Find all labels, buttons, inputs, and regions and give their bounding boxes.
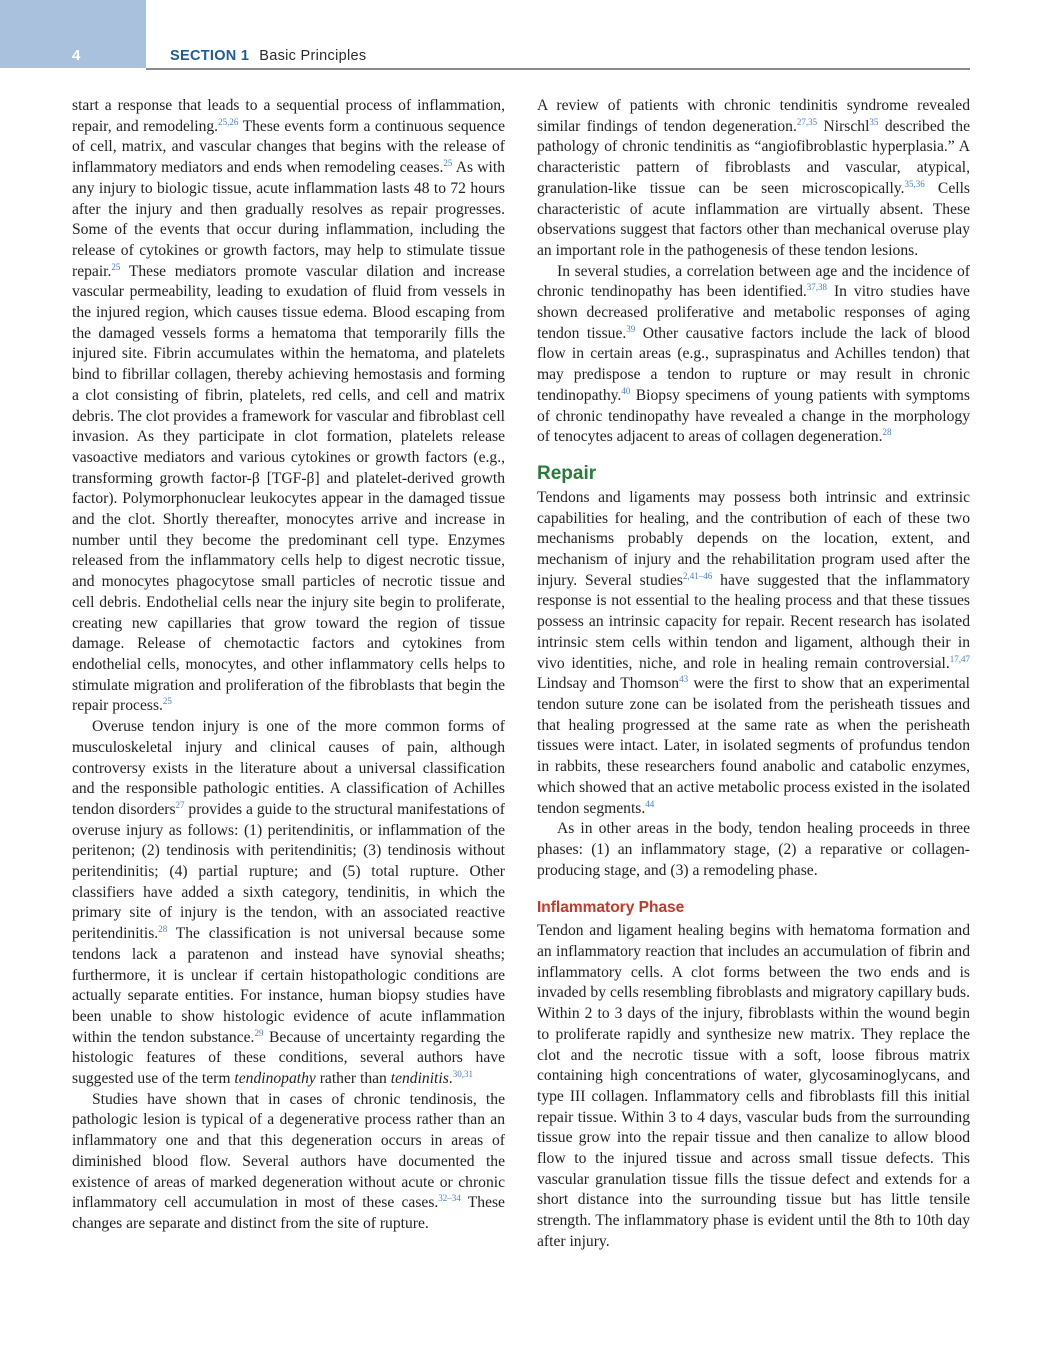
reference: 17,47 xyxy=(949,653,970,664)
reference: 2,41–46 xyxy=(683,570,713,581)
paragraph: Tendon and ligament healing begins with hematoma formation and an inflammatory reaction that includes an accumulation of fibrin and inflammatory cells. A clot forms between the two ends and is invaded by cells resembling fibroblasts and migratory capillary buds. Within 2 to 3 days of the injury, fibroblasts within the wound begin to proliferate rapidly and synthesize new matrix. They replace the clot and the necrotic tissue with a soft, loose fibrous matrix containing high concentrations of water, glycosaminoglycans, and type III collagen. Inflammatory cells and fibroblasts fill this initial repair tissue. Within 3 to 4 days, vascular buds from the surrounding tissue grow into the repair tissue and then canalize to allow blood flow to the injured tissue and across small tissue defects. This vascular granulation tissue fills the tissue defect and extends for a short distance into the surrounding tissue but has little tensile strength. The inflammatory phase is evident until the 8th to 10th day after injury. xyxy=(537,922,970,1250)
paragraph: A review of patients with chronic tendinitis syndrome revealed similar findings of tendon degeneration.$^{27,35}$ Nirschl$^{35}$ described the pathology of chronic tendinitis as “angiofibroblastic hyperplasia.” A characteristic pattern of fibroblasts and vascular, atypical, granulation-like tissue can be seen microscopically.$^{35,36}$ Cells characteristic of acute inflammation are virtually absent. These observations suggest that factors other than mechanical overuse play an important role in the pathogenesis of these tendon lesions. xyxy=(537,97,971,259)
reference: 29 xyxy=(254,1027,264,1038)
reference: 43 xyxy=(679,674,689,685)
section-tab xyxy=(0,0,146,68)
header-rule xyxy=(146,68,970,70)
paragraph: Tendons and ligaments may possess both intrinsic and extrinsic capabilities for healing, and the contribution of each of these two mechanisms probably depends on the location, extent, and mechanism of injury and the rehabilitation program used after the injury. Several studies$^{2,41-46}$ have suggested that the inflammatory response is not essential to the healing process and that these tissues possess an intrinsic capacity for repair. Recent research has isolated intrinsic stem cells within tendon and ligament, although their in vivo identities, niche, and role in healing remain controversial.$^{17,47}$ Lindsay and Thomson$^{43}$ were the first to show that an experimental tendon suture zone can be isolated from the perisheath tissues and that healing progressed at the same rate as when the perisheath tissues were intact. Later, in isolated segments of profundus tendon in rabbits, these researchers found anabolic and catabolic enzymes, which showed that an active metabolic process existed in the isolated tendon segments.$^{44}$ xyxy=(537,488,970,817)
reference: 44 xyxy=(645,798,655,809)
reference: 25 xyxy=(443,158,453,169)
heading-repair: Repair xyxy=(537,462,597,484)
reference: 25,26 xyxy=(218,116,239,127)
reference: 35,36 xyxy=(904,178,925,189)
running-head xyxy=(170,48,366,64)
page-number: 4 xyxy=(72,47,81,64)
paragraph: start a response that leads to a sequential process of inflammation, repair, and remodeling.$^{25,26}$ These events form a continuous sequence of cell, matrix, and vascular changes that begins with the release of inflammatory mediators and ends when remodeling ceases.$^{25}$ As with any injury to biologic tissue, acute inflammation lasts 48 to 72 hours after the injury and then gradually resolves as repair progresses. Some of the events that occur during inflammation, including the release of cytokines or growth factors, may help to stimulate tissue repair.$^{25}$ These mediators promote vascular dilation and increase vascular permeability, leading to exudation of fluid from vessels in the injured region, which causes tissue edema. Blood escaping from the damaged vessels forms a hematoma that temporarily fills the injured site. Fibrin accumulates within the hematoma, and platelets bind to fibrillar collagen, thereby achieving hemostasis and forming a clot consisting of fibrin, platelets, red cells, and cell and matrix debris. The clot provides a framework for vascular and fibroblast cell invasion. As they participate in clot formation, platelets release vasoactive mediators and various cytokines or growth factors (e.g., transforming growth factor-β [TGF-β] and platelet-derived growth factor). Polymorphonuclear leukocytes appear in the damaged tissue and the clot. Shortly thereafter, monocytes arrive and increase in number until they become the predominant cell type. Enzymes released from the inflammatory cells help to digest necrotic tissue, and monocytes phagocytose small particles of necrotic tissue and cell debris. Endothelial cells near the injury site begin to proliferate, creating new capillaries that grow toward the region of tissue damage. Release of chemotactic factors and cytokines from endothelial cells, monocytes, and other inflammatory cells helps to stimulate migration and proliferation of the fibroblasts that begin the repair process.$^{25}$ xyxy=(72,97,506,715)
reference: 39 xyxy=(626,323,636,334)
reference: 25 xyxy=(111,261,121,272)
reference: 25 xyxy=(162,696,172,707)
reference: 28 xyxy=(158,924,168,935)
paragraph: Studies have shown that in cases of chronic tendinosis, the pathologic lesion is typical of a degenerative process rather than an inflammatory one and that this degeneration occurs in areas of diminished blood flow. Several authors have documented the existence of areas of marked degeneration without acute or chronic inflammatory cell accumulation in most of these cases.$^{32-34}$ These changes are separate and distinct from the site of rupture. xyxy=(72,1090,505,1232)
reference: 27 xyxy=(175,799,185,810)
reference: 35 xyxy=(869,116,879,127)
reference: 40 xyxy=(621,385,631,396)
reference: 27,35 xyxy=(796,116,818,127)
section-label: SECTION 1 xyxy=(170,48,250,64)
reference: 37,38 xyxy=(806,282,828,293)
reference: 32–34 xyxy=(438,1193,461,1204)
paragraph: As in other areas in the body, tendon healing proceeds in three phases: (1) an inflammatory stage, (2) a reparative or collagen-producing stage, and (3) a remodeling phase. xyxy=(537,820,970,879)
paragraph: Overuse tendon injury is one of the more common forms of musculoskeletal injury and clinical causes of pain, although controversy exists in the literature about a universal classification and the responsible pathologic entities. A classification of Achilles tendon disorders$^{27}$ provides a guide to the structural manifestations of overuse injury as follows: (1) peritendinitis, or inflammation of the peritenon; (2) tendinosis with peritendinitis; (3) tendinosis without peritendinitis; (4) partial rupture; and (5) total rupture. Other classifiers have added a sixth category, tendinitis, in which the primary site of injury is the tendon, with an associated reactive peritendinitis.$^{28}$ The classification is not universal because some tendons lack a paratenon and instead have synovial sheaths; furthermore, it is unclear if certain histopathologic conditions are actually separate entities. For instance, human biopsy studies have been unable to show histologic evidence of acute inflammation within the tendon substance.$^{29}$ Because of uncertainty regarding the histologic features of these conditions, several authors have suggested use of the term tendinopathy rather than tendinitis.$^{30,31}$ xyxy=(72,718,506,1088)
heading-inflammatory-phase: Inflammatory Phase xyxy=(537,899,685,917)
reference: 30,31 xyxy=(452,1069,473,1080)
paragraph: In several studies, a correlation between age and the incidence of chronic tendinopathy has been identified.$^{37,38}$ In vitro studies have shown decreased proliferative and metabolic responses of aging tendon tissue.$^{39}$ Other causative factors include the lack of blood flow in certain areas (e.g., supraspinatus and Achilles tendon) that may predispose a tendon to rupture or may result in chronic tendinopathy.$^{40}$ Biopsy specimens of young patients with symptoms of chronic tendinopathy have revealed a change in the morphology of tenocytes adjacent to areas of collagen degeneration.$^{28}$ xyxy=(537,262,970,446)
reference: 28 xyxy=(882,427,892,438)
left-column xyxy=(72,96,505,1235)
right-column xyxy=(537,96,970,1253)
section-title: Basic Principles xyxy=(259,48,367,64)
